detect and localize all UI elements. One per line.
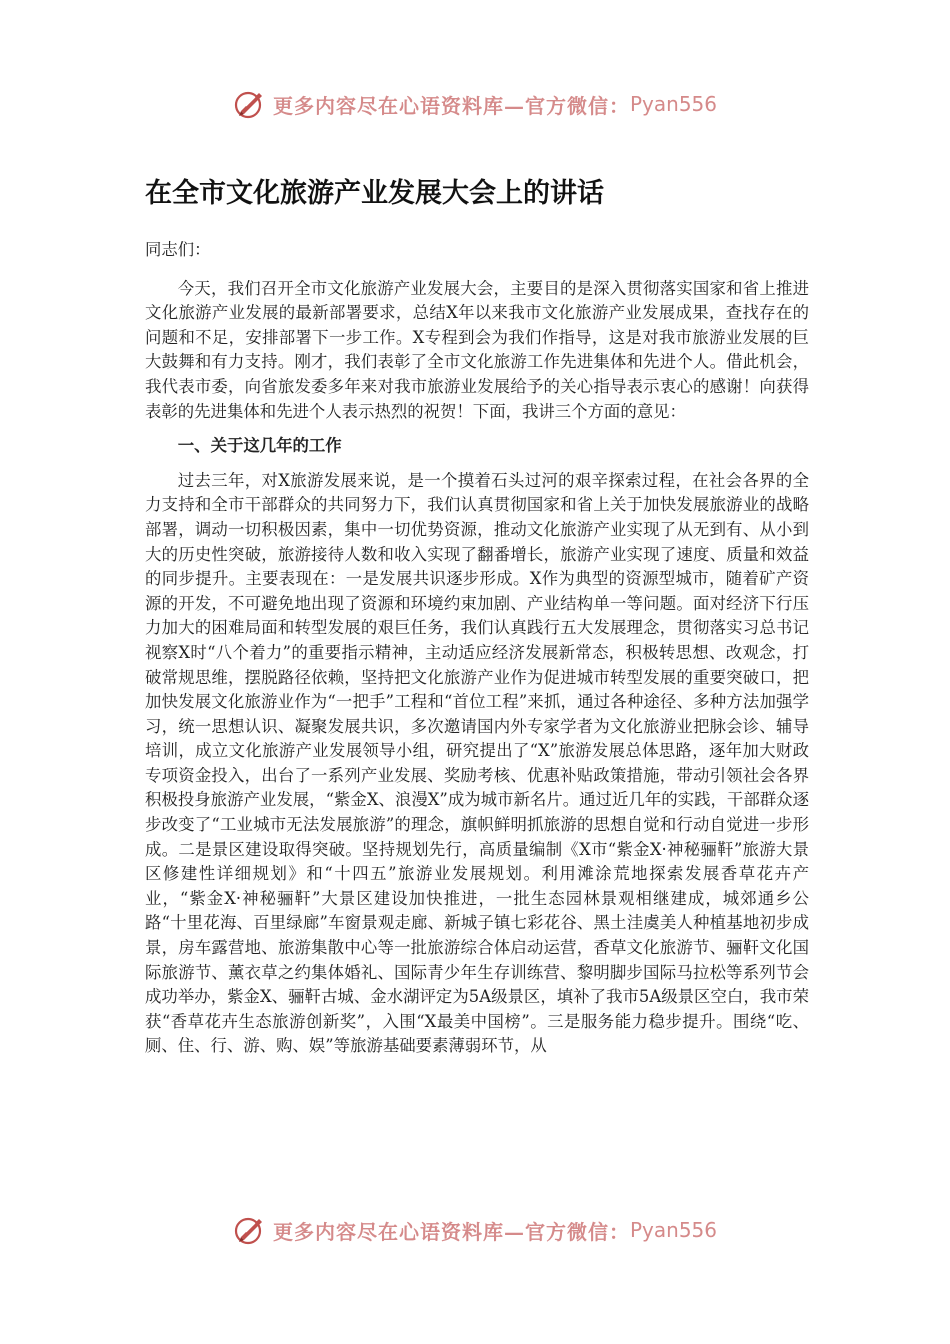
quill-pen-logo-icon: [233, 1213, 267, 1247]
section-1-paragraph: 过去三年，对X旅游发展来说，是一个摸着石头过河的艰辛探索过程，在社会各界的全力支持和全市干部群众的共同努力下，我们认真贯彻国家和省上关于加快发展旅游业的战略部署，调动一切积极因素，集中一切优势资源，推动文化旅游产业实现了从无到有、从小到大的历史性突破，旅游接待人数和收入实现了翻番增长，旅游产业实现了速度、质量和效益的同步提升。主要表现在：一是发展共识逐步形成。X作为典型的资源型城市，随着矿产资源的开发，不可避免地出现了资源和环境约束加剧、产业结构单一等问题。面对经济下行压力加大的困难局面和转型发展的艰巨任务，我们认真践行五大发展理念，贯彻落实习总书记视察X时“八个着力”的重要指示精神，主动适应经济发展新常态，积极转思想、改观念，打破常规思维，摆脱路径依赖，坚持把文化旅游产业作为促进城市转型发展的重要突破口，把加快发展文化旅游业作为“一把手”工程和“首位工程”来抓，通过各种途径、多种方法加强学习，统一思想认识、凝聚发展共识，多次邀请国内外专家学者为文化旅游业把脉会诊、辅导培训，成立文化旅游产业发展领导小组，研究提出了“X”旅游发展总体思路，逐年加大财政专项资金投入，出台了一系列产业发展、奖励考核、优惠补贴政策措施，带动引领社会各界积极投身旅游产业发展，“紫金X、浪漫X”成为城市新名片。通过近几年的实践，干部群众逐步改变了“工业城市无法发展旅游”的理念，旗帜鲜明抓旅游的思想自觉和行动自觉进一步形成。二是景区建设取得突破。坚持规划先行，高质量编制《X市“紫金X·神秘骊靬”旅游大景区修建性详细规划》和“十四五”旅游业发展规划。利用滩涂荒地探索发展香草花卉产业，“紫金X·神秘骊靬”大景区建设加快推进，一批生态园林景观相继建成，城郊通乡公路“十里花海、百里绿廊”车窗景观走廊、新城子镇七彩花谷、黑土洼虞美人种植基地初步成景，房车露营地、旅游集散中心等一批旅游综合体启动运营，香草文化旅游节、骊靬文化国际旅游节、薰衣草之约集体婚礼、国际青少年生存训练营、黎明脚步国际马拉松等系列节会成功举办，紫金X、骊靬古城、金水湖评定为5A级景区，填补了我市5A级景区空白，我市荣获“香草花卉生态旅游创新奖”，入围“X最美中国榜”。三是服务能力稳步提升。围绕“吃、厕、住、行、游、购、娱”等旅游基础要素薄弱环节，从: [145, 470, 809, 1056]
document-body: [145, 172, 809, 1059]
header-watermark-banner: [0, 84, 950, 124]
footer-watermark-banner: [0, 1210, 950, 1250]
wechat-id: Pyan556: [629, 1218, 717, 1242]
quill-pen-logo-icon: [233, 87, 267, 121]
salutation: 同志们：: [145, 240, 211, 259]
wechat-id: Pyan556: [629, 92, 717, 116]
section-heading-1: 一、关于这几年的工作: [177, 436, 342, 456]
watermark-text: 更多内容尽在心语资料库—官方微信：: [272, 1219, 630, 1244]
watermark-text: 更多内容尽在心语资料库—官方微信：: [272, 93, 630, 118]
page-title: 在全市文化旅游产业发展大会上的讲话: [145, 178, 604, 209]
intro-paragraph: 今天，我们召开全市文化旅游产业发展大会，主要目的是深入贯彻落实国家和省上推进文化旅游产业发展的最新部署要求，总结X年以来我市文化旅游产业发展成果，查找存在的问题和不足，安排部署下一步工作。X专程到会为我们作指导，这是对我市旅游业发展的巨大鼓舞和有力支持。刚才，我们表彰了全市文化旅游工作先进集体和先进个人。借此机会，我代表市委，向省旅发委多年来对我市旅游业发展给予的关心指导表示衷心的感谢！向获得表彰的先进集体和先进个人表示热烈的祝贺！下面，我讲三个方面的意见：: [145, 278, 809, 421]
